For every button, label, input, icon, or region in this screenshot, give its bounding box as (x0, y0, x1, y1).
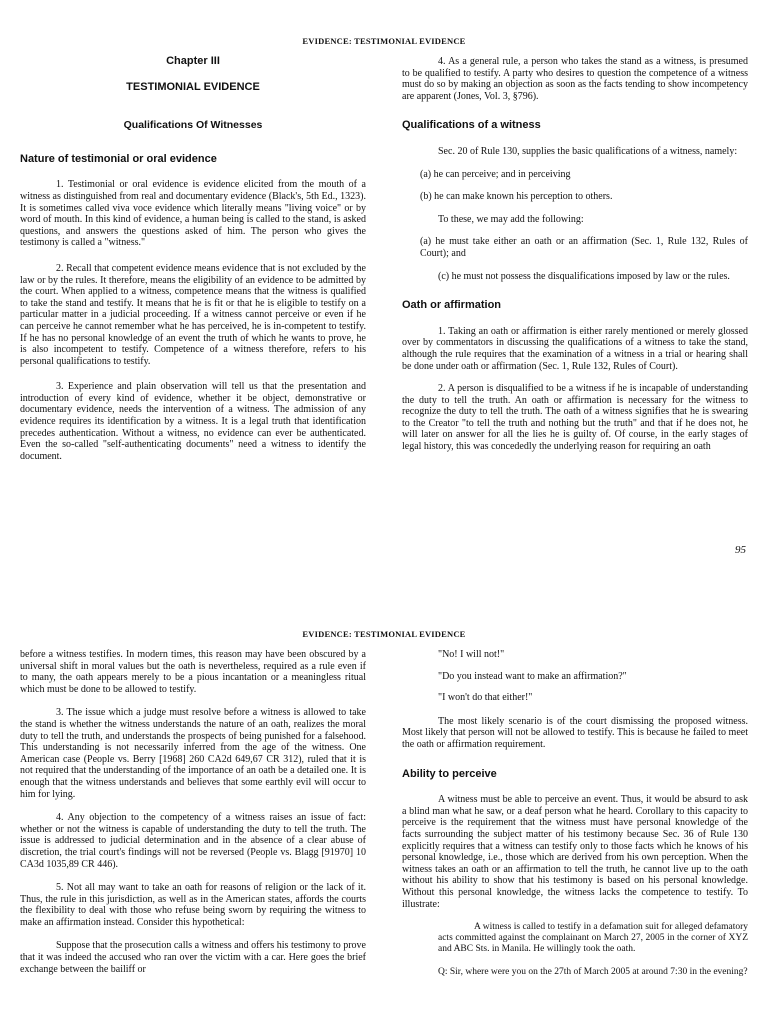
paragraph: Sec. 20 of Rule 130, supplies the basic qualifications of a witness, namely: (438, 145, 738, 157)
paragraph: 2. Recall that competent evidence means evidence that is not excluded by the law or by the rules. It therefore, means the eligibility of an evidence to be admitted by the court. When applied to a witness, competence means that the witness is qualified to take the stand and testify. It means that he is fit or that he is eligible to testify on a particular matter in a judicial proceeding. If a witness cannot perceive or even if he can perceive he cannot remember what he has perceived, he is in-competent to testify. If he has no personal knowledge of an event the truth of which he wants to prove, he is also incompetent to testify. Competence of a witness therefore, refers to his personal qualifications to testify. (20, 262, 366, 367)
list-item: (a) he can perceive; and in perceiving (420, 168, 571, 180)
list-item: (c) he must not possess the disqualifications imposed by law or the rules. (438, 270, 730, 282)
illustration-quote: A witness is called to testify in a defamation suit for alleged defamatory acts committed against the complainant on March 27, 2005 in the corner of XYZ and ABC Sts. in Manila. He willingly took the oath. (438, 922, 748, 955)
list-item: (a) he must take either an oath or an affirmation (Sec. 1, Rule 132, Rules of Court); and (420, 236, 748, 259)
paragraph: 5. Not all may want to take an oath for reasons of religion or the lack of it. Thus, the rule in this jurisdiction, as well as in the American states, affords the courts the flexibility to deal with those who refuse being sworn by requiring the witness to make an affirmation instead. Consider this hypothetical: (20, 882, 366, 928)
paragraph: 4. Any objection to the competency of a witness raises an issue of fact: whether or not the witness is capable of understanding the duty to tell the truth. The issue is addressed to judicial determination and in the absence of a clear abuse of discretion, the trial court's findings will not be reversed (People vs. Blagg [91970] 10 CA3d 1035,89 CR 446). (20, 812, 366, 870)
dialog-line: "No! I will not!" (438, 649, 505, 660)
paragraph: Suppose that the prosecution calls a witness and offers his testimony to prove that it was indeed the accused who ran over the victim with a car. Here goes the brief exchange between the bailiff or (20, 940, 366, 975)
heading-oath: Oath or affirmation (402, 299, 502, 312)
running-head: EVIDENCE: TESTIMONIAL EVIDENCE (302, 629, 466, 639)
running-head: EVIDENCE: TESTIMONIAL EVIDENCE (302, 36, 466, 46)
page-number: 95 (735, 544, 746, 556)
question-line: Q: Sir, where were you on the 27th of March 2005 at around 7:30 in the evening? (438, 967, 748, 978)
right-column (402, 56, 748, 464)
left-column (20, 649, 366, 986)
paragraph: 3. Experience and plain observation will tell us that the presentation and introduction of every kind of evidence, whether it be object, demonstrative or documentary evidence, needs the intervention of a witness. The admission of any evidence requires its identification by a witness. It is a legal truth that identification precedes authentication. Without a witness, no evidence can ever be authenticated. Even the so-called "self-authenticating documents" need a witness to identify the document. (20, 381, 366, 462)
paragraph: The most likely scenario is of the court dismissing the proposed witness. Most likely that person will not be allowed to testify. This is because he failed to meet the oath or affirmation requirement. (402, 715, 748, 750)
page-96 (0, 612, 768, 1024)
paragraph: before a witness testifies. In modern times, this reason may have been obscured by a universal shift in moral values but the oath is nevertheless, required as a rule even if to many, the oath appears merely to be a pious incantation or a meaningless ritual which must be done to be allowed to testify. (20, 649, 366, 695)
paragraph: A witness must be able to perceive an event. Thus, it would be absurd to ask a blind man what he saw, or a deaf person what he heard. Corollary to this capacity to perceive is the requirement that the witness must have personal knowledge of the facts surrounding the subject matter of his testimony because Sec. 36 of Rule 130 explicitly requires that a witness can testify only to those facts which he knows of his personal knowledge, i.e., those which are derived from his own perception. When the witness takes an oath or an affirmation to tell the truth, he cannot live up to the oath without his ability to show that his testimony is based on his personal knowledge. Without this personal knowledge, the witness lacks the competence to testify. To illustrate: (402, 794, 748, 910)
right-column (402, 649, 748, 986)
dialog-line: "Do you instead want to make an affirmation?" (438, 670, 627, 682)
page-gap (0, 580, 768, 612)
heading-nature: Nature of testimonial or oral evidence (20, 152, 217, 165)
paragraph: 1. Testimonial or oral evidence is evidence elicited from the mouth of a witness as distinguished from real and documentary evidence (Black's, 5th Ed., 1323). It is sometimes called viva voce evidence which literally means "living voice" or by word of mouth. In this kind of evidence, a human being is called to the stand, is asked questions, and answers the questions asked of him. The person who gives the testimony is called a "witness." (20, 179, 366, 249)
paragraph: 2. A person is disqualified to be a witness if he is incapable of understanding the duty to tell the truth. An oath or affirmation is necessary for the witness to recognize the duty to tell the truth. The oath of a witness signifies that he is swearing to the Creator "to tell the truth and nothing but the truth" and that if he does not, he will later on answer for all the lies he is guilty of. Of course, in the early stages of legal history, this was concededly the underlying reason for requiring an oath (402, 383, 748, 453)
paragraph: 4. As a general rule, a person who takes the stand as a witness, is presumed to be qualified to testify. A party who desires to question the competence of a witness must do so by making an objection as soon as the facts tending to show incompetency are apparent (Jones, Vol. 3, §796). (402, 56, 748, 102)
paragraph: 3. The issue which a judge must resolve before a witness is allowed to take the stand is whether the witness understands the nature of an oath, realizes the moral duty to tell the truth, and understands the prospects of being punished for a falsehood. This understanding is not necessarily inferred from the age of the witness. One American case (People vs. Berry [1968] 260 CA2d 649,67 CR 312), ruled that it is not required that the understanding of the importance of an oath be a detailed one. It is enough that the witness understands and believes that some earthly evil will occur to him for lying. (20, 707, 366, 800)
chapter-label: Chapter III (166, 55, 220, 67)
paragraph: To these, we may add the following: (438, 213, 584, 225)
paragraph: 1. Taking an oath or affirmation is either rarely mentioned or merely glossed over by commentators in discussing the qualifications of a witness to take the stand, although the rule requires that the examination of a witness in a trial or hearing shall be done under oath or affirmation (Sec. 1, Rule 132, Rules of Court). (402, 325, 748, 372)
left-column (20, 56, 366, 473)
dialog-line: "I won't do that either!" (438, 692, 533, 704)
heading-perceive: Ability to perceive (402, 767, 497, 780)
chapter-title: TESTIMONIAL EVIDENCE (126, 80, 260, 93)
heading-qualifications: Qualifications of a witness (402, 119, 541, 132)
list-item: (b) he can make known his perception to others. (420, 191, 613, 203)
section-title: Qualifications Of Witnesses (123, 119, 263, 132)
